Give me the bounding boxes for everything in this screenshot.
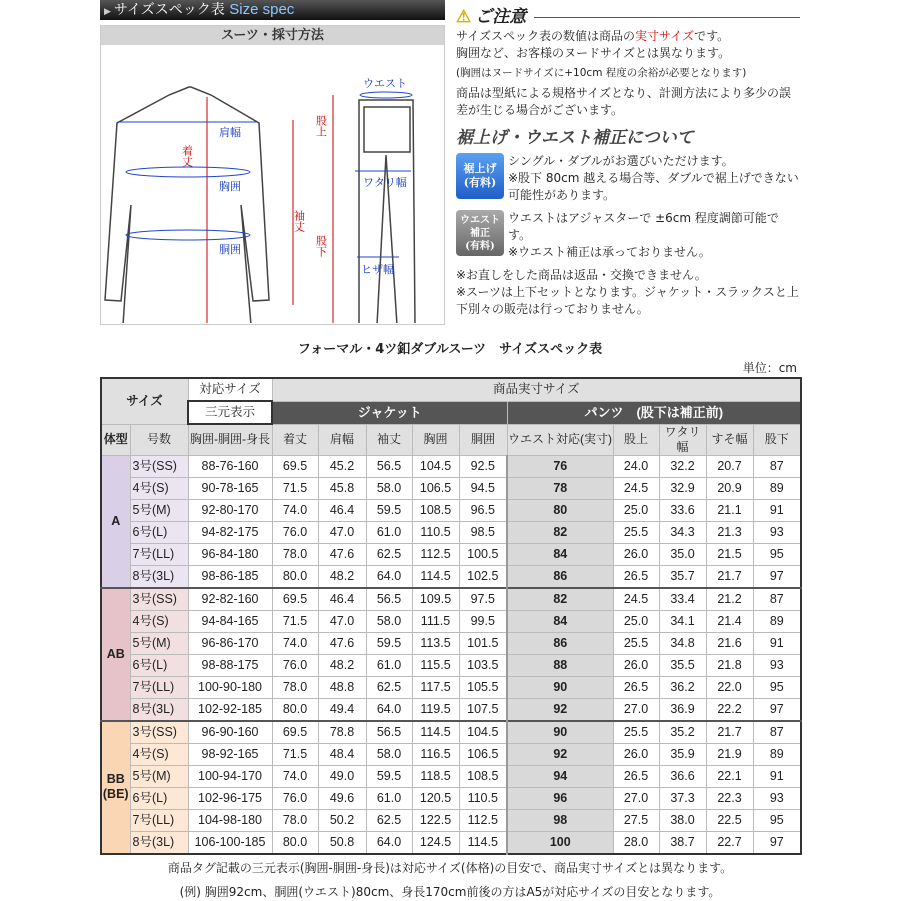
table-cell: 47.0 <box>318 610 366 632</box>
table-cell: 74.0 <box>272 632 318 654</box>
table-cell: 98 <box>507 809 613 831</box>
size-number-cell: 7号(LL) <box>130 543 188 565</box>
table-cell: 97 <box>753 698 801 721</box>
table-cell: 48.2 <box>318 565 366 588</box>
header-sangen: 三元表示 <box>188 401 272 424</box>
table-cell: 95 <box>753 543 801 565</box>
table-cell: 96-90-160 <box>188 721 272 744</box>
table-cell: 112.5 <box>459 809 507 831</box>
table-cell: 59.5 <box>366 499 412 521</box>
table-cell: 99.5 <box>459 610 507 632</box>
table-cell: 87 <box>753 588 801 611</box>
table-cell: 96.5 <box>459 499 507 521</box>
table-cell: 47.6 <box>318 543 366 565</box>
header-title-en: Size spec <box>229 1 295 18</box>
left-column <box>100 0 445 325</box>
table-cell: 76.0 <box>272 521 318 543</box>
table-row <box>101 721 801 744</box>
table-cell: 25.0 <box>613 499 659 521</box>
size-number-cell: 6号(L) <box>130 787 188 809</box>
table-cell: 64.0 <box>366 698 412 721</box>
table-cell: 116.5 <box>412 743 459 765</box>
table-cell: 35.0 <box>659 543 706 565</box>
table-cell: 92 <box>507 743 613 765</box>
size-number-cell: 5号(M) <box>130 499 188 521</box>
table-row <box>101 455 801 477</box>
table-cell: 35.2 <box>659 721 706 744</box>
table-cell: 21.8 <box>706 654 753 676</box>
header-pants: パンツ (股下は補正前) <box>507 401 801 424</box>
table-cell: 32.2 <box>659 455 706 477</box>
table-row <box>101 809 801 831</box>
body-type-cell: AB <box>101 588 130 721</box>
table-cell: 48.2 <box>318 654 366 676</box>
table-cell: 118.5 <box>412 765 459 787</box>
body-type-cell: BB (BE) <box>101 721 130 854</box>
table-cell: 106.5 <box>459 743 507 765</box>
table-cell: 78.0 <box>272 809 318 831</box>
table-cell: 21.4 <box>706 610 753 632</box>
table-cell: 110.5 <box>459 787 507 809</box>
table-cell: 100-94-170 <box>188 765 272 787</box>
unit-label: 単位：cm <box>742 361 797 375</box>
table-cell: 108.5 <box>459 765 507 787</box>
table-cell: 62.5 <box>366 809 412 831</box>
label-sodetake: 袖丈 <box>292 210 306 232</box>
table-cell: 62.5 <box>366 543 412 565</box>
size-number-cell: 3号(SS) <box>130 455 188 477</box>
table-cell: 76 <box>507 455 613 477</box>
table-cell: 47.6 <box>318 632 366 654</box>
alteration-heading: 裾上げ・ウエスト補正について <box>456 128 694 148</box>
table-cell: 93 <box>753 521 801 543</box>
table-cell: 102.5 <box>459 565 507 588</box>
column-header: ウエスト対応(実寸) <box>507 424 613 455</box>
table-cell: 97.5 <box>459 588 507 611</box>
size-number-cell: 3号(SS) <box>130 721 188 744</box>
table-cell: 91 <box>753 632 801 654</box>
table-cell: 25.5 <box>613 632 659 654</box>
table-cell: 80 <box>507 499 613 521</box>
table-cell: 94 <box>507 765 613 787</box>
table-cell: 26.0 <box>613 543 659 565</box>
table-cell: 86 <box>507 632 613 654</box>
table-cell: 114.5 <box>412 565 459 588</box>
table-cell: 89 <box>753 743 801 765</box>
table-cell: 112.5 <box>412 543 459 565</box>
table-cell: 114.5 <box>412 721 459 744</box>
table-cell: 20.9 <box>706 477 753 499</box>
table-cell: 93 <box>753 787 801 809</box>
size-number-cell: 7号(LL) <box>130 676 188 698</box>
table-cell: 38.7 <box>659 831 706 854</box>
header-jacket: ジャケット <box>272 401 507 424</box>
table-cell: 61.0 <box>366 787 412 809</box>
table-row <box>101 543 801 565</box>
label-muneimi: 胸囲 <box>219 180 241 193</box>
header-taio: 対応サイズ <box>188 378 272 401</box>
header-size: サイズ <box>101 378 188 424</box>
table-row <box>101 831 801 854</box>
table-cell: 104.5 <box>459 721 507 744</box>
table-cell: 34.3 <box>659 521 706 543</box>
note-3: (胸囲はヌードサイズに+10cm 程度の余裕が必要となります) <box>456 67 747 79</box>
table-cell: 49.6 <box>318 787 366 809</box>
table-row <box>101 787 801 809</box>
table-cell: 50.8 <box>318 831 366 854</box>
table-cell: 92-82-160 <box>188 588 272 611</box>
header-title: サイズスペック表 <box>113 2 225 18</box>
table-row <box>101 632 801 654</box>
table-cell: 96-84-180 <box>188 543 272 565</box>
label-kitake: 着丈 <box>180 145 194 167</box>
table-cell: 124.5 <box>412 831 459 854</box>
table-cell: 32.9 <box>659 477 706 499</box>
table-cell: 56.5 <box>366 588 412 611</box>
table-cell: 94.5 <box>459 477 507 499</box>
table-cell: 26.5 <box>613 676 659 698</box>
pants-outline <box>359 100 415 323</box>
section-header <box>100 0 445 20</box>
table-cell: 38.0 <box>659 809 706 831</box>
table-cell: 106-100-185 <box>188 831 272 854</box>
table-cell: 36.6 <box>659 765 706 787</box>
header-jissun: 商品実寸サイズ <box>272 378 801 401</box>
table-cell: 27.0 <box>613 787 659 809</box>
table-cell: 49.0 <box>318 765 366 787</box>
table-cell: 93 <box>753 654 801 676</box>
table-cell: 46.4 <box>318 588 366 611</box>
column-header: 号数 <box>130 424 188 455</box>
table-row <box>101 477 801 499</box>
table-cell: 76.0 <box>272 654 318 676</box>
table-cell: 102-92-185 <box>188 698 272 721</box>
table-cell: 114.5 <box>459 831 507 854</box>
table-cell: 20.7 <box>706 455 753 477</box>
label-waist: ウエスト <box>363 77 407 90</box>
table-cell: 94-84-165 <box>188 610 272 632</box>
table-cell: 22.1 <box>706 765 753 787</box>
table-cell: 64.0 <box>366 831 412 854</box>
table-row <box>101 565 801 588</box>
table-cell: 48.4 <box>318 743 366 765</box>
table-cell: 59.5 <box>366 765 412 787</box>
table-footnote-2: (例) 胸囲92cm、胴囲(ウエスト)80cm、身長170cm前後の方はA5が対応サイズの目安となります。 <box>179 884 721 899</box>
table-cell: 64.0 <box>366 565 412 588</box>
table-cell: 49.4 <box>318 698 366 721</box>
table-cell: 21.5 <box>706 543 753 565</box>
table-cell: 24.5 <box>613 477 659 499</box>
table-cell: 90-78-165 <box>188 477 272 499</box>
table-cell: 80.0 <box>272 698 318 721</box>
column-header: すそ幅 <box>706 424 753 455</box>
table-cell: 113.5 <box>412 632 459 654</box>
table-footnote-1: 商品タグ記載の三元表示(胸囲-胴囲-身長)は対応サイズ(体格)の目安で、商品実寸サイズとは異なります。 <box>167 860 733 875</box>
waist-badge: ウエスト 補正 (有料) <box>456 210 504 256</box>
suit-illustration <box>101 45 444 323</box>
table-cell: 21.3 <box>706 521 753 543</box>
table-cell: 92.5 <box>459 455 507 477</box>
table-cell: 59.5 <box>366 632 412 654</box>
top-section <box>100 0 800 325</box>
table-cell: 45.2 <box>318 455 366 477</box>
table-title: フォーマル・4ツ釦ダブルスーツ サイズスペック表 <box>297 342 603 357</box>
table-row <box>101 610 801 632</box>
table-cell: 89 <box>753 610 801 632</box>
table-cell: 107.5 <box>459 698 507 721</box>
table-cell: 84 <box>507 610 613 632</box>
table-cell: 120.5 <box>412 787 459 809</box>
table-cell: 27.5 <box>613 809 659 831</box>
size-number-cell: 4号(S) <box>130 743 188 765</box>
table-cell: 102-96-175 <box>188 787 272 809</box>
triangle-icon: ▶ <box>104 7 111 17</box>
table-cell: 78.8 <box>318 721 366 744</box>
notes-panel <box>456 0 800 318</box>
table-cell: 56.5 <box>366 455 412 477</box>
table-cell: 97 <box>753 565 801 588</box>
table-cell: 78.0 <box>272 676 318 698</box>
table-cell: 74.0 <box>272 765 318 787</box>
table-cell: 21.6 <box>706 632 753 654</box>
table-cell: 71.5 <box>272 610 318 632</box>
table-cell: 119.5 <box>412 698 459 721</box>
table-cell: 58.0 <box>366 743 412 765</box>
table-cell: 37.3 <box>659 787 706 809</box>
table-cell: 91 <box>753 499 801 521</box>
table-cell: 90 <box>507 721 613 744</box>
table-cell: 105.5 <box>459 676 507 698</box>
column-header: 肩幅 <box>318 424 366 455</box>
table-cell: 34.8 <box>659 632 706 654</box>
diagram-title: スーツ・採寸方法 <box>101 26 444 45</box>
column-header: 袖丈 <box>366 424 412 455</box>
label-matashita: 股下 <box>314 235 328 257</box>
table-cell: 26.0 <box>613 743 659 765</box>
table-cell: 46.4 <box>318 499 366 521</box>
table-cell: 111.5 <box>412 610 459 632</box>
column-header: 胸囲 <box>412 424 459 455</box>
table-row <box>101 521 801 543</box>
table-cell: 97 <box>753 831 801 854</box>
table-cell: 24.0 <box>613 455 659 477</box>
body-type-cell: A <box>101 455 130 588</box>
table-cell: 22.0 <box>706 676 753 698</box>
table-cell: 25.0 <box>613 610 659 632</box>
table-row <box>101 676 801 698</box>
table-row <box>101 654 801 676</box>
table-row <box>101 499 801 521</box>
table-cell: 104.5 <box>412 455 459 477</box>
table-cell: 96-86-170 <box>188 632 272 654</box>
table-cell: 21.7 <box>706 565 753 588</box>
column-header: 胸囲-胴囲-身長 <box>188 424 272 455</box>
table-cell: 115.5 <box>412 654 459 676</box>
table-cell: 95 <box>753 676 801 698</box>
size-spec-table <box>100 377 802 855</box>
table-cell: 87 <box>753 721 801 744</box>
size-number-cell: 3号(SS) <box>130 588 188 611</box>
size-number-cell: 7号(LL) <box>130 809 188 831</box>
notes-heading: ご注意 <box>475 7 527 27</box>
label-katahaba: 肩幅 <box>219 126 241 139</box>
table-cell: 106.5 <box>412 477 459 499</box>
size-number-cell: 8号(3L) <box>130 831 188 854</box>
note-4: 商品は型紙による規格サイズとなり、計測方法により多少の誤差が生じる場合がございます。 <box>456 86 792 117</box>
table-cell: 62.5 <box>366 676 412 698</box>
table-row <box>101 698 801 721</box>
table-cell: 69.5 <box>272 455 318 477</box>
label-hiza: ヒザ幅 <box>361 263 394 276</box>
hem-note: シングル・ダブルがお選びいただけます。 <box>508 154 734 168</box>
label-doimi: 胴囲 <box>219 243 241 256</box>
table-cell: 90 <box>507 676 613 698</box>
column-header: 着丈 <box>272 424 318 455</box>
table-cell: 74.0 <box>272 499 318 521</box>
table-row <box>101 765 801 787</box>
table-cell: 36.2 <box>659 676 706 698</box>
table-cell: 61.0 <box>366 654 412 676</box>
table-cell: 94-82-175 <box>188 521 272 543</box>
column-header: 股下 <box>753 424 801 455</box>
table-cell: 71.5 <box>272 743 318 765</box>
table-cell: 28.0 <box>613 831 659 854</box>
table-cell: 80.0 <box>272 565 318 588</box>
table-cell: 82 <box>507 588 613 611</box>
table-cell: 95 <box>753 809 801 831</box>
table-cell: 88 <box>507 654 613 676</box>
table-cell: 50.2 <box>318 809 366 831</box>
table-cell: 34.1 <box>659 610 706 632</box>
table-cell: 24.5 <box>613 588 659 611</box>
table-cell: 103.5 <box>459 654 507 676</box>
note-2: 胸囲など、お客様のヌードサイズとは異なります。 <box>456 46 731 60</box>
table-cell: 48.8 <box>318 676 366 698</box>
label-matagami: 股上 <box>314 115 328 137</box>
warning-icon: ⚠ <box>456 7 472 27</box>
table-cell: 117.5 <box>412 676 459 698</box>
table-cell: 98-92-165 <box>188 743 272 765</box>
table-cell: 89 <box>753 477 801 499</box>
table-cell: 71.5 <box>272 477 318 499</box>
waist-note-2: ※ウエスト補正は承っておりません。 <box>508 245 711 259</box>
table-cell: 76.0 <box>272 787 318 809</box>
table-cell: 100.5 <box>459 543 507 565</box>
table-cell: 27.0 <box>613 698 659 721</box>
table-cell: 78.0 <box>272 543 318 565</box>
table-cell: 21.7 <box>706 721 753 744</box>
table-cell: 22.5 <box>706 809 753 831</box>
note-1: サイズスペック表の数値は商品の実寸サイズです。 <box>456 29 730 43</box>
table-cell: 21.9 <box>706 743 753 765</box>
size-number-cell: 4号(S) <box>130 477 188 499</box>
table-cell: 122.5 <box>412 809 459 831</box>
table-cell: 35.5 <box>659 654 706 676</box>
table-row <box>101 588 801 611</box>
table-cell: 21.2 <box>706 588 753 611</box>
label-watari: ワタリ幅 <box>363 176 407 189</box>
table-cell: 96 <box>507 787 613 809</box>
table-cell: 109.5 <box>412 588 459 611</box>
table-cell: 84 <box>507 543 613 565</box>
table-cell: 104-98-180 <box>188 809 272 831</box>
table-cell: 33.6 <box>659 499 706 521</box>
size-number-cell: 5号(M) <box>130 765 188 787</box>
footnote-2: ※スーツは上下セットとなります。ジャケット・スラックスと上下別々の販売は行っておりません。 <box>456 285 799 316</box>
table-cell: 78 <box>507 477 613 499</box>
table-cell: 69.5 <box>272 588 318 611</box>
table-cell: 92 <box>507 698 613 721</box>
waist-note: ウエストはアジャスターで ±6cm 程度調節可能です。 <box>508 211 779 242</box>
table-cell: 100-90-180 <box>188 676 272 698</box>
column-header: 股上 <box>613 424 659 455</box>
size-number-cell: 6号(L) <box>130 654 188 676</box>
size-number-cell: 8号(3L) <box>130 698 188 721</box>
table-cell: 35.9 <box>659 743 706 765</box>
table-cell: 22.3 <box>706 787 753 809</box>
measurement-diagram <box>100 25 445 325</box>
table-cell: 69.5 <box>272 721 318 744</box>
column-header: ワタリ幅 <box>659 424 706 455</box>
footnote-1: ※お直しをした商品は返品・交換できません。 <box>456 268 707 282</box>
table-cell: 98-86-185 <box>188 565 272 588</box>
table-cell: 98-88-175 <box>188 654 272 676</box>
table-cell: 88-76-160 <box>188 455 272 477</box>
table-cell: 22.7 <box>706 831 753 854</box>
table-cell: 101.5 <box>459 632 507 654</box>
column-header: 体型 <box>101 424 130 455</box>
table-cell: 35.7 <box>659 565 706 588</box>
hem-note-2: ※股下 80cm 越える場合等、ダブルで裾上げできない可能性があります。 <box>508 171 799 202</box>
table-cell: 22.2 <box>706 698 753 721</box>
table-cell: 80.0 <box>272 831 318 854</box>
table-cell: 33.4 <box>659 588 706 611</box>
table-cell: 92-80-170 <box>188 499 272 521</box>
table-cell: 56.5 <box>366 721 412 744</box>
table-cell: 100 <box>507 831 613 854</box>
table-cell: 58.0 <box>366 610 412 632</box>
table-cell: 58.0 <box>366 477 412 499</box>
table-cell: 26.5 <box>613 565 659 588</box>
table-cell: 26.0 <box>613 654 659 676</box>
table-cell: 36.9 <box>659 698 706 721</box>
table-cell: 98.5 <box>459 521 507 543</box>
table-cell: 108.5 <box>412 499 459 521</box>
table-cell: 91 <box>753 765 801 787</box>
size-number-cell: 4号(S) <box>130 610 188 632</box>
size-number-cell: 8号(3L) <box>130 565 188 588</box>
table-cell: 87 <box>753 455 801 477</box>
table-cell: 61.0 <box>366 521 412 543</box>
table-cell: 82 <box>507 521 613 543</box>
table-cell: 26.5 <box>613 765 659 787</box>
page <box>100 0 800 901</box>
size-number-cell: 5号(M) <box>130 632 188 654</box>
size-number-cell: 6号(L) <box>130 521 188 543</box>
hem-badge: 裾上げ (有料) <box>456 153 504 199</box>
table-cell: 25.5 <box>613 521 659 543</box>
table-cell: 45.8 <box>318 477 366 499</box>
table-row <box>101 743 801 765</box>
table-cell: 25.5 <box>613 721 659 744</box>
table-cell: 21.1 <box>706 499 753 521</box>
table-cell: 47.0 <box>318 521 366 543</box>
column-header: 胴囲 <box>459 424 507 455</box>
table-cell: 86 <box>507 565 613 588</box>
table-cell: 110.5 <box>412 521 459 543</box>
